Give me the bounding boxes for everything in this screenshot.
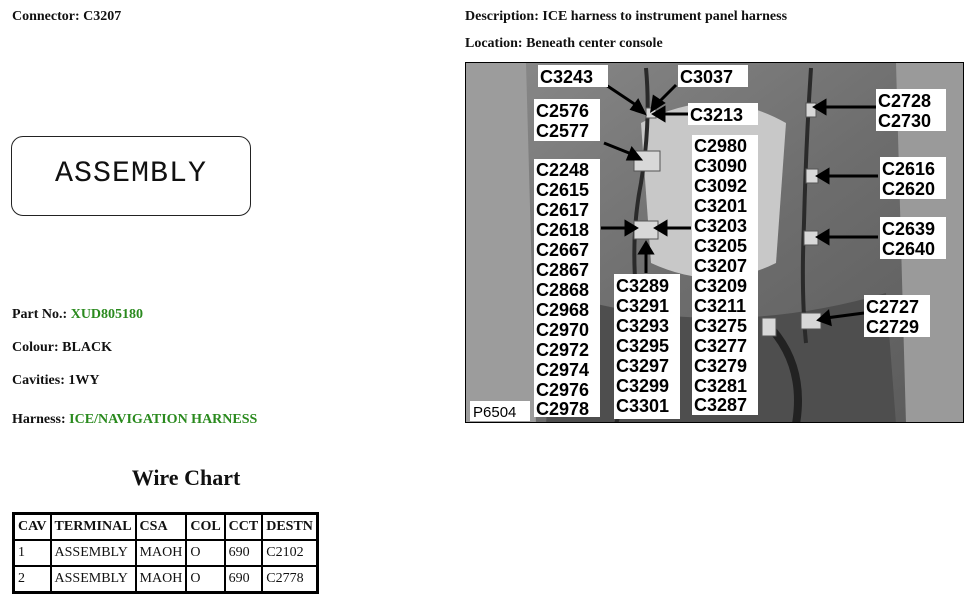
callout-label: C3092 bbox=[694, 176, 748, 196]
callout-label: C2615 bbox=[536, 180, 590, 200]
header-csa: CSA bbox=[136, 514, 187, 541]
callout-label: C3207 bbox=[694, 256, 748, 276]
callout-label: C2617 bbox=[536, 200, 590, 220]
cell-destn: C2778 bbox=[262, 566, 317, 593]
callout-label: C2577 bbox=[536, 121, 590, 141]
callout-label: C3211 bbox=[694, 296, 747, 316]
callout-label: C2974 bbox=[536, 360, 590, 380]
header-destn: DESTN bbox=[262, 514, 317, 541]
callout-label: C3295 bbox=[616, 336, 670, 356]
photo-connector bbox=[804, 231, 818, 245]
table-row bbox=[14, 540, 318, 566]
callout-c3037: C3037 bbox=[680, 67, 734, 87]
connector-value: C3207 bbox=[83, 9, 122, 24]
callout-label: C2248 bbox=[536, 160, 590, 180]
callout-label: C3209 bbox=[694, 276, 748, 296]
description-line bbox=[465, 9, 787, 25]
callout-label: C2639 bbox=[882, 219, 936, 239]
callout-label: C3275 bbox=[694, 316, 748, 336]
callout-label: C3277 bbox=[694, 336, 748, 356]
callout-label: C2667 bbox=[536, 240, 590, 260]
callout-label: C3297 bbox=[616, 356, 670, 376]
wire-chart-title: Wire Chart bbox=[131, 465, 241, 490]
callout-label: C3201 bbox=[694, 196, 748, 216]
callout-label: C2640 bbox=[882, 239, 936, 259]
callout-label: C2980 bbox=[694, 136, 748, 156]
callout-label: C3293 bbox=[616, 316, 670, 336]
callout-label: C2729 bbox=[866, 317, 920, 337]
cell-col: O bbox=[186, 566, 224, 593]
cell-cav: 1 bbox=[14, 540, 51, 566]
colour-label: Colour: bbox=[12, 340, 59, 355]
harness-value: ICE/NAVIGATION HARNESS bbox=[69, 412, 258, 427]
harness-label: Harness: bbox=[12, 412, 66, 427]
connector-line bbox=[12, 9, 121, 25]
connector-label: Connector: bbox=[12, 9, 80, 24]
callout-label: C3279 bbox=[694, 356, 748, 376]
assembly-image bbox=[11, 136, 251, 216]
callout-label: C2867 bbox=[536, 260, 590, 280]
location-label: Location: bbox=[465, 36, 523, 51]
callout-label: C3203 bbox=[694, 216, 748, 236]
location-line bbox=[465, 36, 663, 52]
callout-label: C2868 bbox=[536, 280, 590, 300]
cavities-label: Cavities: bbox=[12, 373, 65, 388]
header-col: COL bbox=[186, 514, 224, 541]
callout-label: C2968 bbox=[536, 300, 590, 320]
description-value: ICE harness to instrument panel harness bbox=[542, 9, 788, 24]
callout-label: C2730 bbox=[878, 111, 932, 131]
callout-label: C3281 bbox=[694, 376, 748, 396]
callout-label: C2728 bbox=[878, 91, 932, 111]
header-cct: CCT bbox=[225, 514, 263, 541]
cell-csa: MAOH bbox=[136, 566, 187, 593]
callout-label: C3205 bbox=[694, 236, 748, 256]
location-value: Beneath center console bbox=[526, 36, 663, 51]
assembly-text: ASSEMBLY bbox=[54, 157, 208, 191]
cell-cct: 690 bbox=[225, 566, 263, 593]
callout-c3243: C3243 bbox=[540, 67, 594, 87]
colour-value: BLACK bbox=[62, 340, 112, 355]
photo-left-panel bbox=[466, 63, 536, 423]
callout-label: C2618 bbox=[536, 220, 590, 240]
cell-cct: 690 bbox=[225, 540, 263, 566]
photo-connector bbox=[762, 318, 776, 336]
colour-line bbox=[12, 340, 112, 356]
cavities-line bbox=[12, 373, 100, 389]
cell-terminal: ASSEMBLY bbox=[51, 566, 136, 593]
connector-location-photo bbox=[465, 62, 964, 423]
table-header-row bbox=[14, 514, 318, 541]
callout-label: C2727 bbox=[866, 297, 920, 317]
harness-line bbox=[12, 412, 257, 428]
part-no-line bbox=[12, 307, 143, 323]
callout-c3213: C3213 bbox=[690, 105, 744, 125]
callout-label: C3090 bbox=[694, 156, 748, 176]
callout-label: C3287 bbox=[694, 395, 748, 415]
callout-label: C2978 bbox=[536, 399, 590, 419]
callout-label: C3301 bbox=[616, 396, 670, 416]
description-label: Description: bbox=[465, 9, 539, 24]
cell-destn: C2102 bbox=[262, 540, 317, 566]
callout-label: C2976 bbox=[536, 380, 590, 400]
callout-label: C3289 bbox=[616, 276, 670, 296]
part-no-value: XUD805180 bbox=[70, 307, 144, 322]
part-no-label: Part No.: bbox=[12, 307, 68, 322]
cell-csa: MAOH bbox=[136, 540, 187, 566]
cavities-value: 1WY bbox=[68, 373, 100, 388]
callout-label: C2576 bbox=[536, 101, 590, 121]
cell-col: O bbox=[186, 540, 224, 566]
header-terminal: TERMINAL bbox=[51, 514, 136, 541]
callout-label: C3299 bbox=[616, 376, 670, 396]
callout-label: C2970 bbox=[536, 320, 590, 340]
cell-cav: 2 bbox=[14, 566, 51, 593]
header-cav: CAV bbox=[14, 514, 51, 541]
table-row bbox=[14, 566, 318, 593]
wire-chart-table bbox=[12, 512, 319, 594]
photo-connector bbox=[634, 221, 658, 239]
callout-label: C3291 bbox=[616, 296, 670, 316]
photo-connector bbox=[806, 103, 816, 117]
callout-label: C2972 bbox=[536, 340, 590, 360]
cell-terminal: ASSEMBLY bbox=[51, 540, 136, 566]
callout-label: C2616 bbox=[882, 159, 936, 179]
photo-ref-label: P6504 bbox=[473, 404, 517, 421]
callout-label: C2620 bbox=[882, 179, 936, 199]
